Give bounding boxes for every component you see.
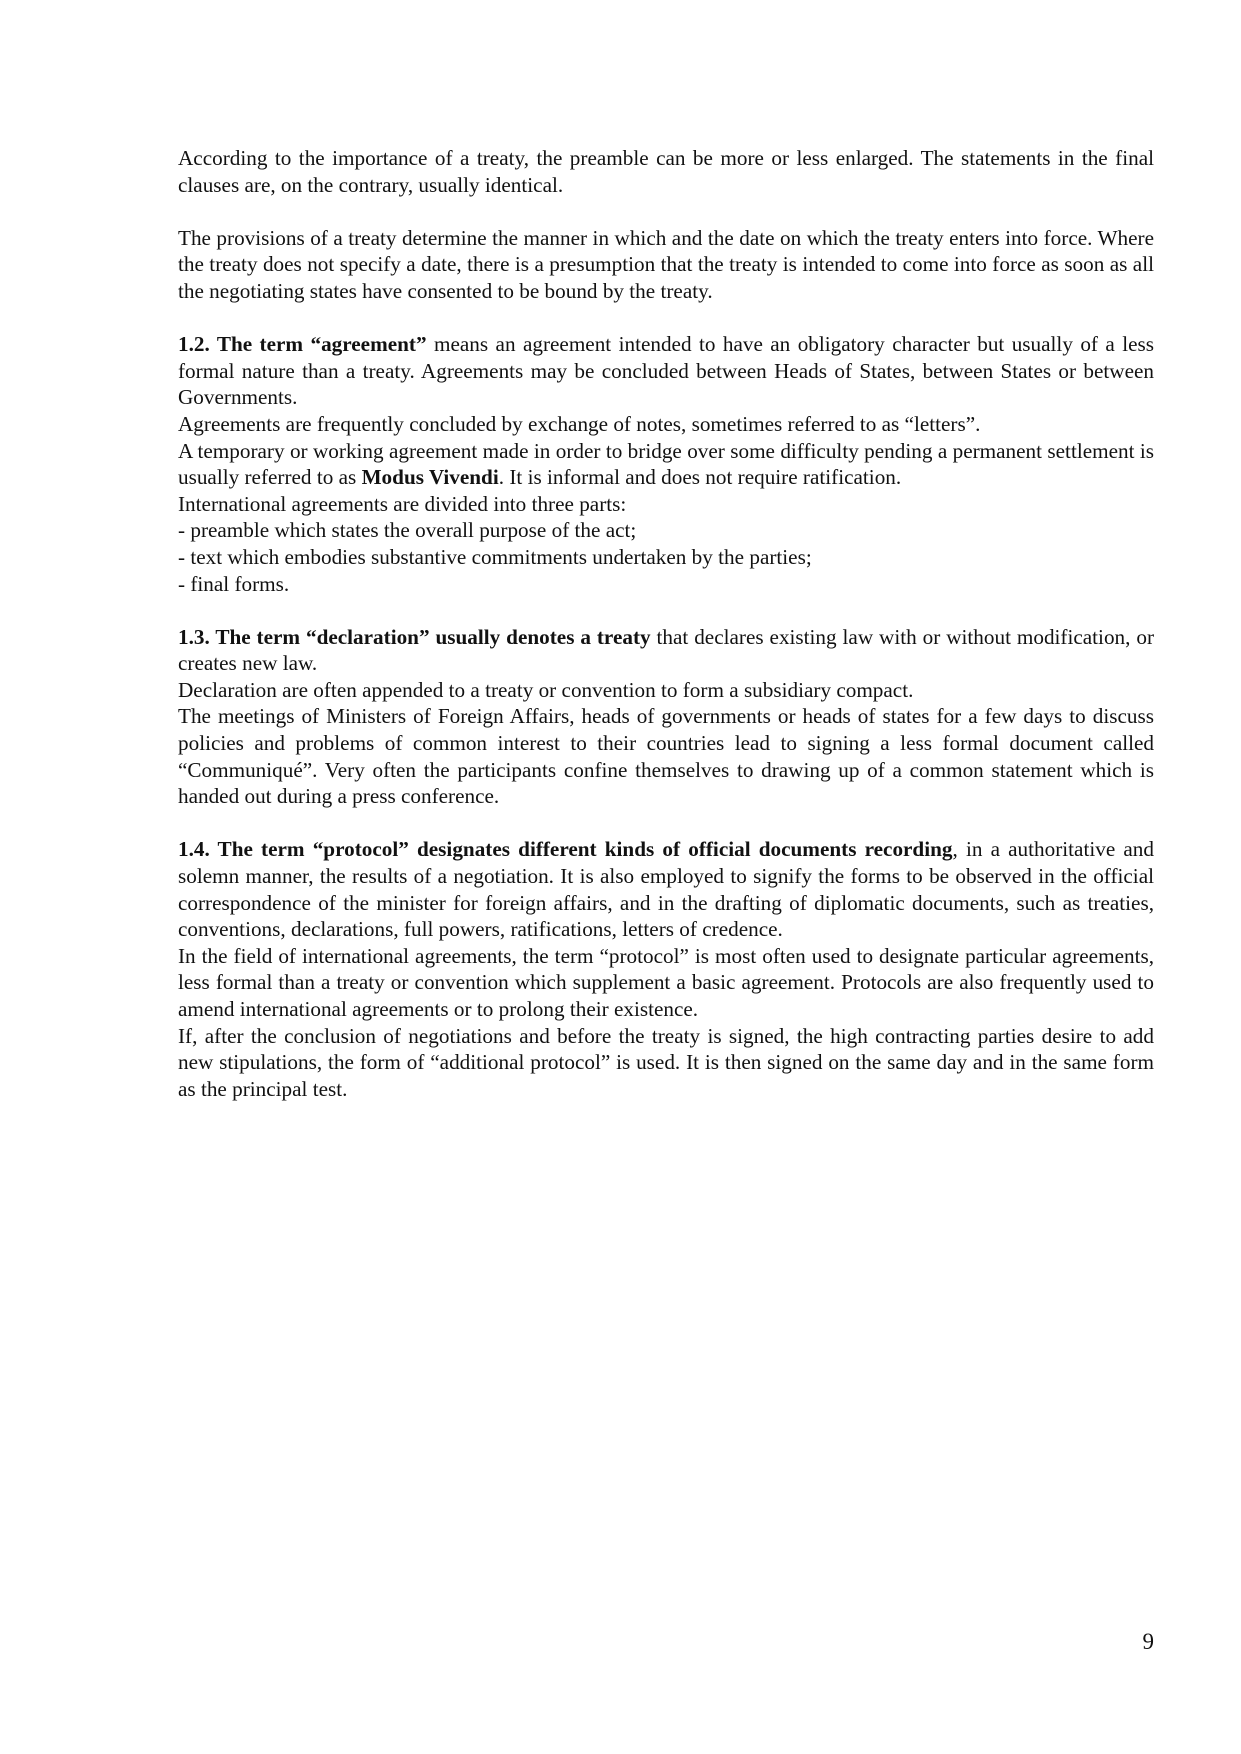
section-1-2-paragraph-3 (178, 438, 1154, 491)
section-1-3 (178, 624, 1154, 810)
page-content (178, 145, 1154, 1102)
section-1-2-paragraph-3-after: . It is informal and does not require ratification. (498, 465, 902, 490)
list-item: - preamble which states the overall purpose of the act; (178, 518, 637, 543)
section-1-4-paragraph-1 (178, 836, 1154, 942)
section-1-4-paragraph-1-text: , in a authoritative and solemn manner, the results of a negotiation. It is also employed to signify the forms to be observed in the official correspondence of the minister for foreign affairs, and in the drafting of diplomatic documents, such as treaties, conventions, declarations, full powers, ratifications, letters of credence. (178, 837, 1154, 942)
intro-paragraph-1: According to the importance of a treaty, the preamble can be more or less enlarged. The statements in the final clauses are, on the contrary, usually identical. (178, 146, 1154, 197)
section-1-2-paragraph-2: Agreements are frequently concluded by exchange of notes, sometimes referred to as “letters”. (178, 411, 981, 436)
section-1-3-paragraph-1 (178, 624, 1154, 677)
section-1-2-paragraph-3-before: A temporary or working agreement made in order to bridge over some difficulty pending a permanent settlement is usually referred to as (178, 438, 1154, 490)
intro-paragraph-2: The provisions of a treaty determine the manner in which and the date on which the treaty enters into force. Where the treaty does not specify a date, there is a presumption that the treaty is intended to come into force as soon as all the negotiating states have consented to be bound by the treaty. (178, 225, 1154, 303)
section-1-4-paragraph-2: In the field of international agreements, the term “protocol” is most often used to designate particular agreements, less formal than a treaty or convention which supplement a basic agreement. Protocols are also frequently used to amend international agreements or to prolong their existence. (178, 943, 1154, 1021)
section-1-3-heading: 1.3. The term “declaration” usually denotes a treaty (178, 624, 651, 649)
list-item: - text which embodies substantive commitments undertaken by the parties; (178, 544, 812, 569)
section-1-4-paragraph-3: If, after the conclusion of negotiations and before the treaty is signed, the high contracting parties desire to add new stipulations, the form of “additional protocol” is used. It is then signed on the same day and in the same form as the principal test. (178, 1023, 1154, 1101)
section-1-4-heading: 1.4. The term “protocol” designates different kinds of official documents recording (178, 837, 953, 862)
section-1-3-paragraph-2: Declaration are often appended to a treaty or convention to form a subsidiary compact. (178, 677, 914, 702)
section-1-2-paragraph-4: International agreements are divided into three parts: (178, 491, 627, 516)
section-1-4 (178, 836, 1154, 1102)
page-number: 9 (1142, 1629, 1154, 1654)
section-1-3-paragraph-3: The meetings of Ministers of Foreign Affairs, heads of governments or heads of states for a few days to discuss policies and problems of common interest to their countries lead to signing a less formal document called “Communiqué”. Very often the participants confine themselves to drawing up of a common statement which is handed out during a press conference. (178, 704, 1154, 809)
section-1-2-paragraph-1 (178, 331, 1154, 411)
modus-vivendi-term: Modus Vivendi (361, 465, 499, 490)
section-1-2-paragraph-1-text: means an agreement intended to have an obligatory character but usually of a less formal nature than a treaty. Agreements may be concluded between Heads of States, between States or between Governments. (178, 332, 1155, 410)
section-1-2 (178, 331, 1154, 597)
section-1-3-paragraph-1-text: that declares existing law with or without modification, or creates new law. (178, 624, 1155, 676)
section-1-2-heading: 1.2. The term “agreement” (178, 332, 427, 357)
list-item: - final forms. (178, 571, 290, 596)
